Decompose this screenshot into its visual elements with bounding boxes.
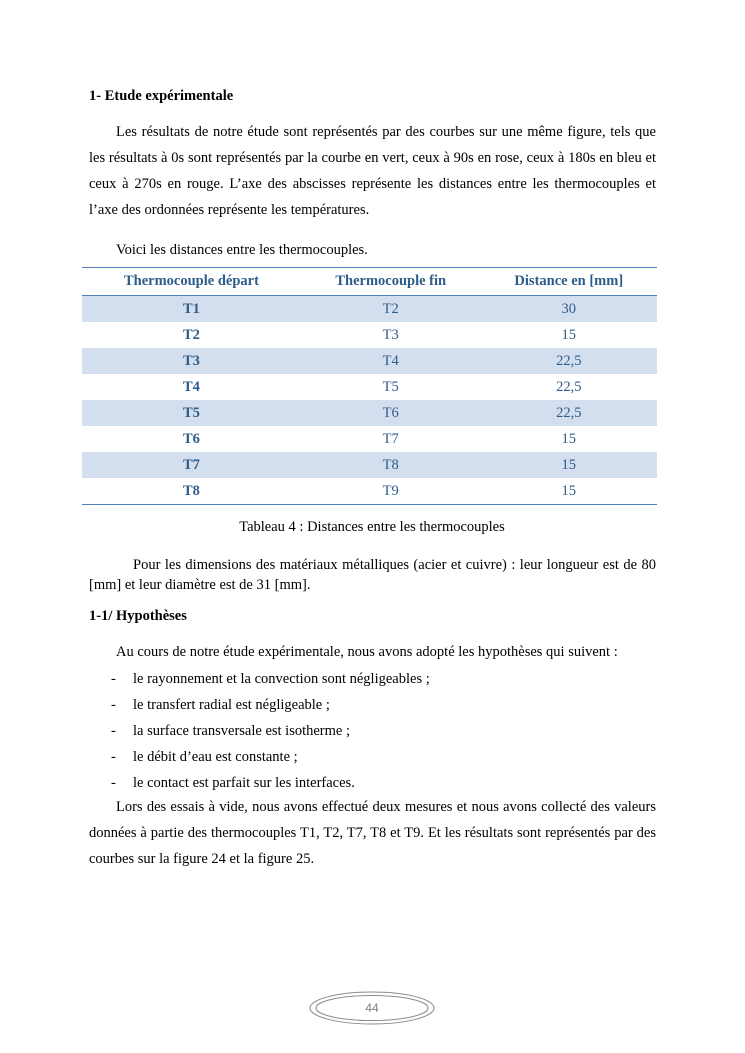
thermocouple-distance-table [82, 267, 657, 505]
cell-end: T3 [382, 326, 399, 343]
hypothesis-text: le débit d’eau est constante ; [133, 749, 298, 765]
cell-distance: 15 [561, 430, 577, 447]
cell-distance: 15 [481, 452, 657, 478]
section-title: 1- Etude expérimentale [89, 88, 234, 104]
dimensions-paragraph: Pour les dimensions des matériaux métalliques (acier et cuivre) : leur longueur est de 80 [mm] et leur diamètre est de 31 [mm]. [89, 557, 656, 593]
list-item [89, 692, 649, 718]
list-item [89, 666, 649, 692]
closing-paragraph: Lors des essais à vide, nous avons effectué deux mesures et nous avons collecté des valeurs données à partie des thermocouples T1, T2, T7, T8 et T9. Et les résultats sont représentés par des courbes sur la figure 24 et la figure 25. [89, 799, 656, 867]
cell-distance: 22,5 [481, 400, 657, 426]
list-item [89, 770, 649, 796]
cell-end: T4 [301, 348, 481, 374]
table-row [82, 374, 657, 400]
table-row [82, 478, 657, 505]
bullet-dash: - [111, 671, 116, 687]
hypothesis-text: le rayonnement et la convection sont négligeables ; [133, 671, 430, 687]
cell-start: T6 [182, 430, 200, 447]
cell-distance: 15 [481, 478, 657, 505]
table-row [82, 426, 657, 452]
cell-start: T1 [82, 296, 301, 323]
cell-end: T7 [382, 430, 399, 447]
cell-start: T7 [82, 452, 301, 478]
table-row [82, 400, 657, 426]
header-distance: Distance en [mm] [481, 268, 657, 296]
table-row [82, 452, 657, 478]
cell-end: T9 [301, 478, 481, 505]
hypotheses-intro: Au cours de notre étude expérimentale, nous avons adopté les hypothèses qui suivent : [116, 644, 618, 660]
table-row [82, 296, 657, 323]
cell-distance: 22,5 [556, 378, 582, 395]
header-thermocouple-depart: Thermocouple départ [82, 268, 301, 296]
cell-distance: 22,5 [481, 348, 657, 374]
cell-start: T5 [82, 400, 301, 426]
hypothesis-text: le transfert radial est négligeable ; [133, 697, 330, 713]
hypothesis-text: le contact est parfait sur les interfaces. [133, 775, 355, 791]
cell-distance: 15 [561, 326, 577, 343]
hypotheses-list [89, 666, 649, 796]
cell-end: T2 [301, 296, 481, 323]
cell-start: T3 [82, 348, 301, 374]
bullet-dash: - [111, 775, 116, 791]
list-item [89, 744, 649, 770]
table-intro: Voici les distances entre les thermocouples. [116, 242, 368, 258]
cell-distance: 30 [481, 296, 657, 323]
table-row [82, 322, 657, 348]
cell-end: T8 [301, 452, 481, 478]
cell-start: T8 [82, 478, 301, 505]
cell-end: T6 [301, 400, 481, 426]
table-header-row [82, 268, 657, 296]
cell-start: T2 [182, 326, 200, 343]
bullet-dash: - [111, 723, 116, 739]
list-item [89, 718, 649, 744]
table-caption: Tableau 4 : Distances entre les thermocouples [239, 519, 505, 535]
cell-end: T5 [382, 378, 399, 395]
header-thermocouple-fin: Thermocouple fin [301, 268, 481, 296]
hypothesis-text: la surface transversale est isotherme ; [133, 723, 351, 739]
page-footer [309, 991, 435, 1025]
bullet-dash: - [111, 697, 116, 713]
intro-paragraph: Les résultats de notre étude sont représentés par des courbes sur une même figure, tels que les résultats à 0s sont représentés par la courbe en vert, ceux à 90s en rose, ceux à 180s en bleu et ceux à 270s en rouge. L’axe des abscisses représente les distances entre les thermocouples et l’axe des ordonnées représente les températures. [89, 124, 656, 218]
bullet-dash: - [111, 749, 116, 765]
table-row [82, 348, 657, 374]
subsection-title: 1-1/ Hypothèses [89, 608, 187, 624]
page-number: 44 [365, 1001, 379, 1015]
cell-start: T4 [182, 378, 200, 395]
